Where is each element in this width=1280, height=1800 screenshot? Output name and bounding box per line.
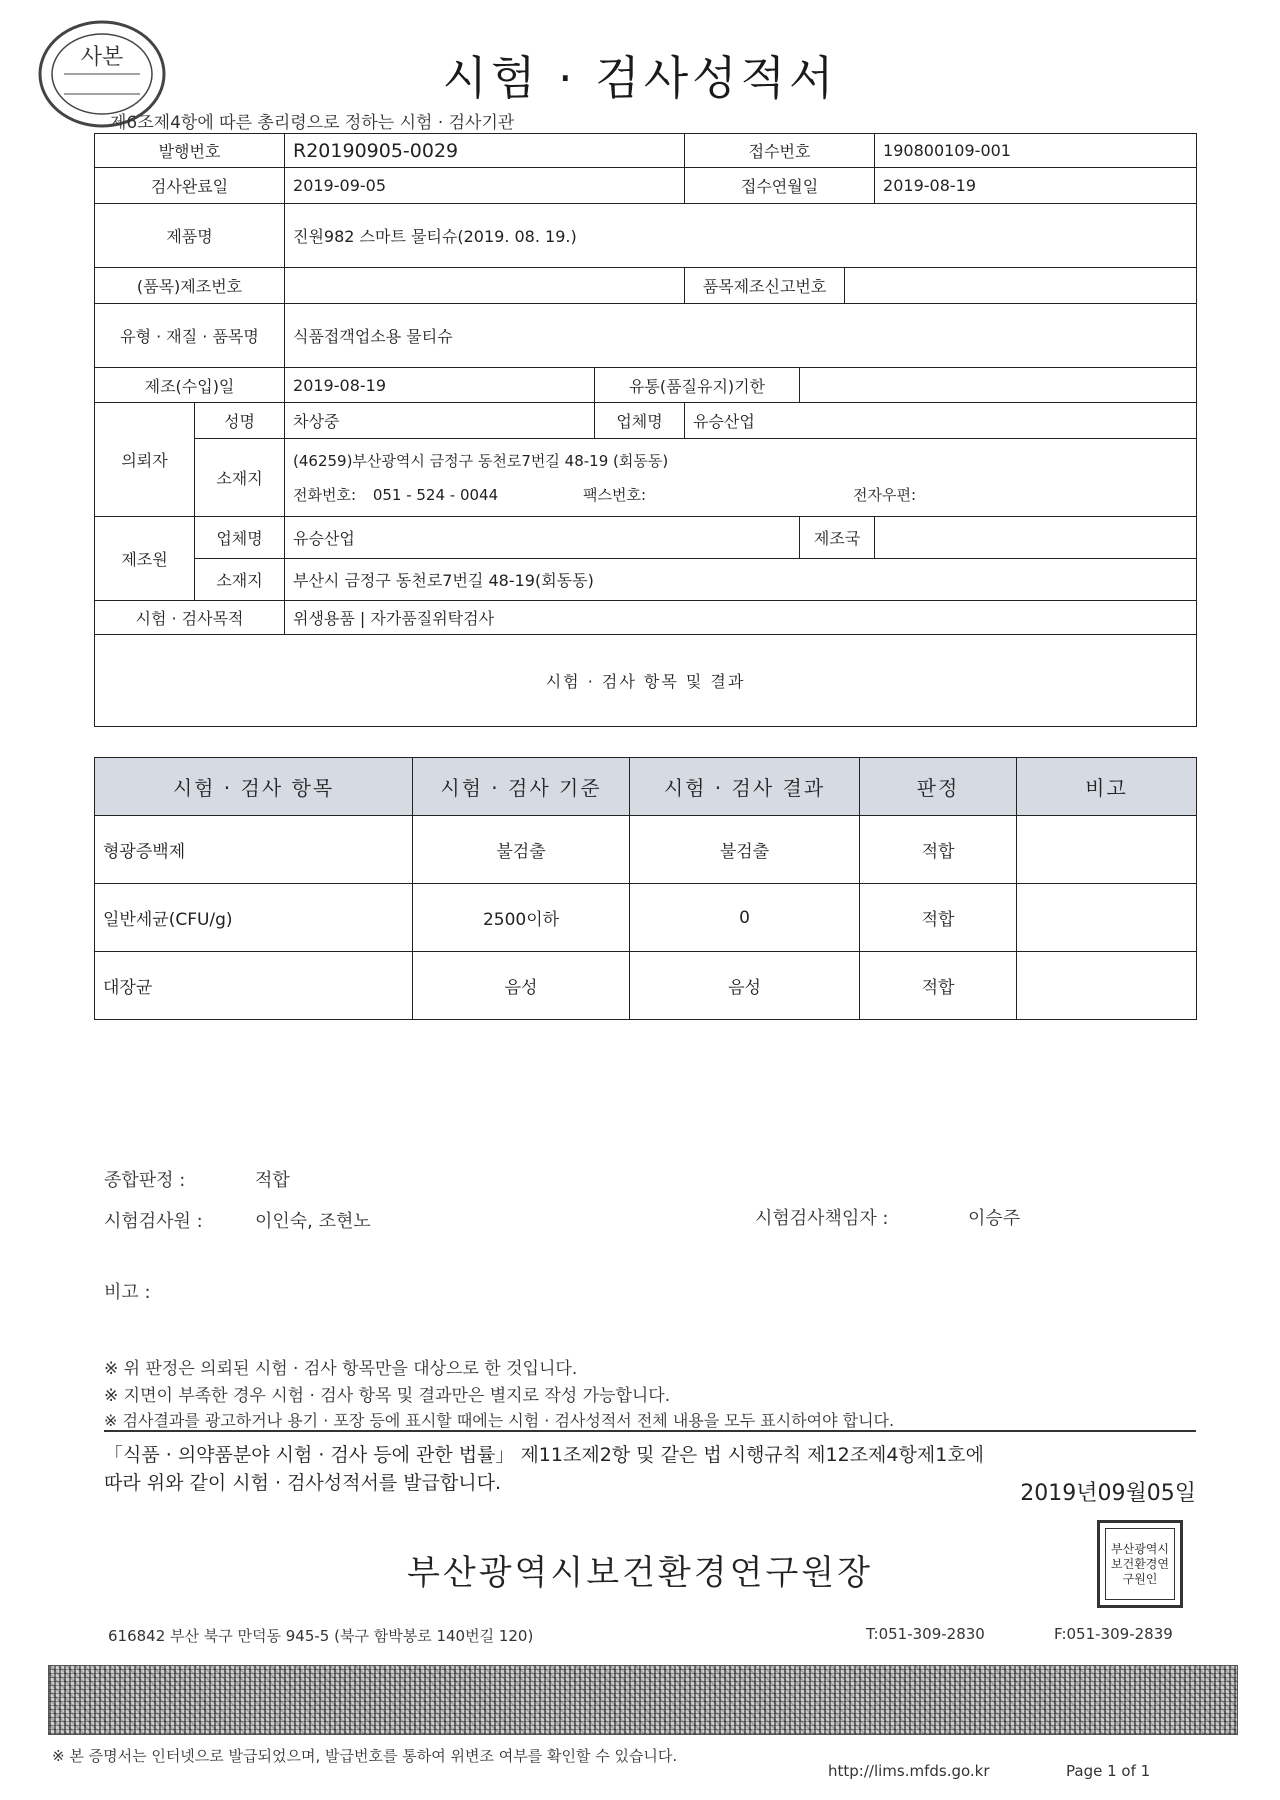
row-verdict: 적합 — [860, 952, 1017, 1020]
received-date: 2019-08-19 — [875, 168, 1197, 204]
client-address-label: 소재지 — [195, 439, 285, 517]
report-no-label: 품목제조신고번호 — [685, 268, 845, 304]
type-value: 식품접객업소용 물티슈 — [285, 304, 1197, 368]
seal-text: 사본 — [80, 45, 124, 70]
header-verdict: 판정 — [860, 758, 1017, 816]
official-stamp — [1097, 1520, 1183, 1608]
header-standard: 시험 · 검사 기준 — [413, 758, 630, 816]
report-no-value — [845, 268, 1197, 304]
row-verdict: 적합 — [860, 816, 1017, 884]
row-result: 불검출 — [630, 816, 860, 884]
client-address-cell — [285, 439, 1197, 517]
mfg-date: 2019-08-19 — [285, 368, 595, 403]
note-1: ※ 위 판정은 의뢰된 시험 · 검사 항목만을 대상으로 한 것입니다. — [104, 1359, 578, 1379]
note-3: ※ 검사결과를 광고하거나 용기 · 포장 등에 표시할 때에는 시험 · 검사성적서 전체 내용을 모두 표시하여야 합니다. — [104, 1411, 895, 1430]
maker-label: 제조원 — [95, 517, 195, 601]
completed-label: 검사완료일 — [95, 168, 285, 204]
info-table — [94, 133, 1197, 727]
issue-no: R20190905-0029 — [285, 134, 685, 168]
row-item: 대장균 — [95, 952, 413, 1020]
row-result: 0 — [630, 884, 860, 952]
expiry-value — [800, 368, 1197, 403]
receipt-no: 190800109-001 — [875, 134, 1197, 168]
row-result: 음성 — [630, 952, 860, 1020]
note-2: ※ 지면이 부족한 경우 시험 · 검사 항목 및 결과만은 별지로 작성 가능합니다. — [104, 1386, 671, 1406]
law-line-2: 따라 위와 같이 시험 · 검사성적서를 발급합니다. — [104, 1472, 502, 1494]
divider — [104, 1430, 1196, 1432]
fax-label: 팩스번호: — [583, 485, 647, 504]
country-value — [875, 517, 1197, 559]
received-label: 접수연월일 — [685, 168, 875, 204]
testers-label: 시험검사원 : — [104, 1211, 203, 1232]
client-address: (46259)부산광역시 금정구 동천로7번길 48-19 (회동동) — [293, 451, 669, 470]
row-item: 형광증백제 — [95, 816, 413, 884]
row-verdict: 적합 — [860, 884, 1017, 952]
header-remark: 비고 — [1017, 758, 1197, 816]
table-row — [95, 952, 1197, 1020]
maker-company-label: 업체명 — [195, 517, 285, 559]
row-standard: 2500이하 — [413, 884, 630, 952]
purpose-label: 시험 · 검사목적 — [95, 601, 285, 635]
footer-fax: F:051-309-2839 — [1054, 1625, 1173, 1643]
client-label: 의뢰자 — [95, 403, 195, 517]
row-standard: 음성 — [413, 952, 630, 1020]
bottom-url[interactable]: http://lims.mfds.go.kr — [828, 1762, 990, 1780]
table-row — [95, 884, 1197, 952]
maker-address: 부산시 금정구 동천로7번길 48-19(회동동) — [285, 559, 1197, 601]
row-standard: 불검출 — [413, 816, 630, 884]
manager-value: 이승주 — [968, 1208, 1021, 1229]
receipt-no-label: 접수번호 — [685, 134, 875, 168]
table-row — [95, 816, 1197, 884]
client-company-label: 업체명 — [595, 403, 685, 439]
row-remark — [1017, 816, 1197, 884]
verification-barcode — [48, 1665, 1238, 1735]
overall-value: 적합 — [255, 1170, 290, 1191]
issue-date: 2019년09월05일 — [1020, 1481, 1196, 1506]
law-line-1: 「식품 · 의약품분야 시험 · 검사 등에 관한 법률」 제11조제2항 및 같은 법 시행규칙 제12조제4항제1호에 — [104, 1444, 984, 1466]
product-label: 제품명 — [95, 204, 285, 268]
mfg-date-label: 제조(수입)일 — [95, 368, 285, 403]
client-name: 차상중 — [285, 403, 595, 439]
document-title: 시험 · 검사성적서 — [442, 51, 838, 105]
country-label: 제조국 — [800, 517, 875, 559]
remarks-label: 비고 : — [104, 1282, 151, 1303]
client-company: 유승산업 — [685, 403, 1197, 439]
footer-address: 616842 부산 북구 만덕동 945-5 (북구 함박봉로 140번길 120) — [108, 1627, 534, 1645]
bottom-notice: ※ 본 증명서는 인터넷으로 발급되었으며, 발급번호를 통하여 위변조 여부를 확인할 수 있습니다. — [52, 1747, 678, 1765]
testers-value: 이인숙, 조현노 — [255, 1211, 371, 1232]
header-item: 시험 · 검사 항목 — [95, 758, 413, 816]
completed-date: 2019-09-05 — [285, 168, 685, 204]
document-subtitle: 제6조제4항에 따른 총리령으로 정하는 시험 · 검사기관 — [110, 113, 515, 133]
type-label: 유형 · 재질 · 품목명 — [95, 304, 285, 368]
results-heading: 시험 · 검사 항목 및 결과 — [95, 635, 1197, 727]
row-remark — [1017, 884, 1197, 952]
issuer-name: 부산광역시보건환경연구원장 — [407, 1553, 873, 1593]
purpose-value: 위생용품 | 자가품질위탁검사 — [285, 601, 1197, 635]
client-contact-line — [293, 478, 1188, 512]
results-table — [94, 757, 1197, 1020]
lot-value — [285, 268, 685, 304]
manager-label: 시험검사책임자 : — [755, 1208, 889, 1229]
phone-value: 051 - 524 - 0044 — [372, 485, 499, 504]
page-number: Page 1 of 1 — [1066, 1762, 1151, 1780]
issue-no-label: 발행번호 — [95, 134, 285, 168]
product-name: 진원982 스마트 물티슈(2019. 08. 19.) — [285, 204, 1197, 268]
email-label: 전자우편: — [853, 485, 917, 504]
expiry-label: 유통(품질유지)기한 — [595, 368, 800, 403]
row-item: 일반세균(CFU/g) — [95, 884, 413, 952]
overall-label: 종합판정 : — [104, 1170, 186, 1191]
maker-address-label: 소재지 — [195, 559, 285, 601]
row-remark — [1017, 952, 1197, 1020]
footer-tel: T:051-309-2830 — [866, 1625, 985, 1643]
stamp-text: 부산광역시보건환경연구원인 — [1105, 1528, 1175, 1600]
lot-label: (품목)제조번호 — [95, 268, 285, 304]
header-result: 시험 · 검사 결과 — [630, 758, 860, 816]
phone-label: 전화번호: — [293, 485, 357, 504]
client-name-label: 성명 — [195, 403, 285, 439]
maker-company: 유승산업 — [285, 517, 800, 559]
